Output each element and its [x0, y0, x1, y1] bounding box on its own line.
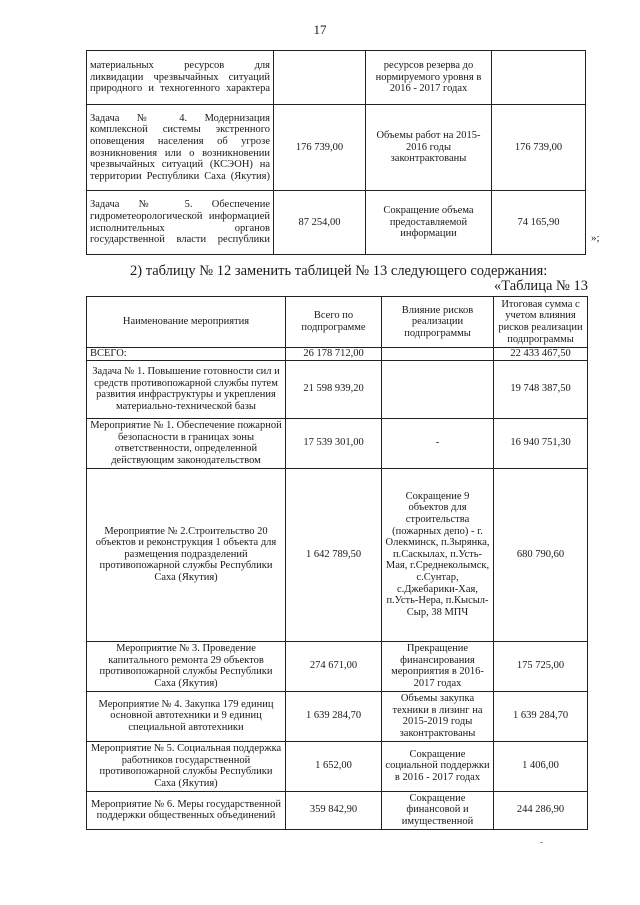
measure-name: Задача № 1. Повышение готовности сил и средств противопожарной службы путем развития инфраструктуры и укрепления материально-технической базы [87, 360, 286, 418]
closing-quote: »; [591, 232, 600, 244]
total-cell: 1 639 284,70 [286, 691, 382, 741]
table-header-row [87, 297, 588, 348]
table-row [87, 105, 586, 191]
total-cell: 21 598 939,20 [286, 360, 382, 418]
measure-name: Задача № 5. Обеспечение гидрометеорологической информацией исполнительных органов государственной власти республики [87, 191, 274, 255]
risk-impact-cell [382, 360, 494, 418]
column-header: Всего по подпрограмме [286, 297, 382, 348]
table-row [87, 791, 588, 829]
table-row [87, 741, 588, 791]
risk-impact-cell: Объемы закупка техники в лизинг на 2015-2019 годы законтрактованы [382, 691, 494, 741]
total-cell: 359 842,90 [286, 791, 382, 829]
risk-impact-cell: ресурсов резерва до нормируемого уровня в 2016 - 2017 годах [366, 51, 492, 105]
column-header: Влияние рисков реализации подпрограммы [382, 297, 494, 348]
scan-speck [540, 842, 543, 843]
risk-impact-cell: Сокращение 9 объектов для строительства (пожарных депо) - г. Олекминск, п.Зырянка, п.Саскылах, п.Усть-Мая, г.Среднеколымск, с.Сунтар, с.Джебарики-Хая, п.Усть-Нера, п.Кысыл-Сыр, 38 МПЧ [382, 468, 494, 641]
result-cell: 1 639 284,70 [494, 691, 588, 741]
total-cell: 1 652,00 [286, 741, 382, 791]
total-cell: 87 254,00 [274, 191, 366, 255]
table-row [87, 51, 586, 105]
table-row [87, 468, 588, 641]
risk-impact-cell: - [382, 418, 494, 468]
risk-impact-cell: Сокращение социальной поддержки в 2016 - 2017 годах [382, 741, 494, 791]
column-header: Наименование мероприятия [87, 297, 286, 348]
result-cell: 244 286,90 [494, 791, 588, 829]
measure-name: материальных ресурсов для ликвидации чрезвычайных ситуаций природного и техногенного характера [87, 51, 274, 105]
result-cell [492, 51, 586, 105]
result-cell: 22 433 467,50 [494, 348, 588, 361]
result-cell: 680 790,60 [494, 468, 588, 641]
measure-name: Мероприятие № 4. Закупка 179 единиц основной автотехники и 9 единиц специальной автотехники [87, 691, 286, 741]
risk-impact-cell: Сокращение объема предоставляемой информации [366, 191, 492, 255]
result-cell: 19 748 387,50 [494, 360, 588, 418]
risk-impact-cell: Сокращение финансовой и имущественной [382, 791, 494, 829]
table-12-continuation [86, 50, 586, 255]
total-cell: 176 739,00 [274, 105, 366, 191]
result-cell: 74 165,90 [492, 191, 586, 255]
result-cell: 1 406,00 [494, 741, 588, 791]
amendment-sentence: 2) таблицу № 12 заменить таблицей № 13 следующего содержания: [130, 263, 548, 279]
total-cell: 274 671,00 [286, 641, 382, 691]
table-row [87, 641, 588, 691]
result-cell: 176 739,00 [492, 105, 586, 191]
risk-impact-cell: Объемы работ на 2015-2016 годы законтрактованы [366, 105, 492, 191]
total-cell [274, 51, 366, 105]
table-13 [86, 296, 588, 830]
measure-name: Мероприятие № 6. Меры государственной поддержки общественных объединений [87, 791, 286, 829]
total-cell: 1 642 789,50 [286, 468, 382, 641]
measure-name: ВСЕГО: [87, 348, 286, 361]
table-label: «Таблица № 13 [494, 278, 588, 294]
measure-name: Мероприятие № 2.Строительство 20 объектов и реконструкция 1 объекта для размещения подразделений противопожарной службы Республики Саха (Якутия) [87, 468, 286, 641]
table-row [87, 691, 588, 741]
measure-name: Мероприятие № 3. Проведение капитального ремонта 29 объектов противопожарной службы Республики Саха (Якутия) [87, 641, 286, 691]
total-cell: 26 178 712,00 [286, 348, 382, 361]
risk-impact-cell: Прекращение финансирования мероприятия в 2016-2017 годах [382, 641, 494, 691]
table-row [87, 348, 588, 361]
measure-name: Задача № 4. Модернизация комплексной системы экстренного оповещения населения об угрозе возникновения или о возникновении чрезвычайных ситуаций (КСЭОН) на территории Республики Саха (Якутия) [87, 105, 274, 191]
measure-name: Мероприятие № 1. Обеспечение пожарной безопасности в границах зоны ответственности, определенной действующим законодательством [87, 418, 286, 468]
table-row [87, 418, 588, 468]
result-cell: 16 940 751,30 [494, 418, 588, 468]
result-cell: 175 725,00 [494, 641, 588, 691]
risk-impact-cell [382, 348, 494, 361]
column-header: Итоговая сумма с учетом влияния рисков реализации подпрограммы [494, 297, 588, 348]
total-cell: 17 539 301,00 [286, 418, 382, 468]
table-row [87, 360, 588, 418]
page-number: 17 [313, 22, 327, 37]
table-row [87, 191, 586, 255]
measure-name: Мероприятие № 5. Социальная поддержка работников государственной противопожарной службы Республики Саха (Якутия) [87, 741, 286, 791]
